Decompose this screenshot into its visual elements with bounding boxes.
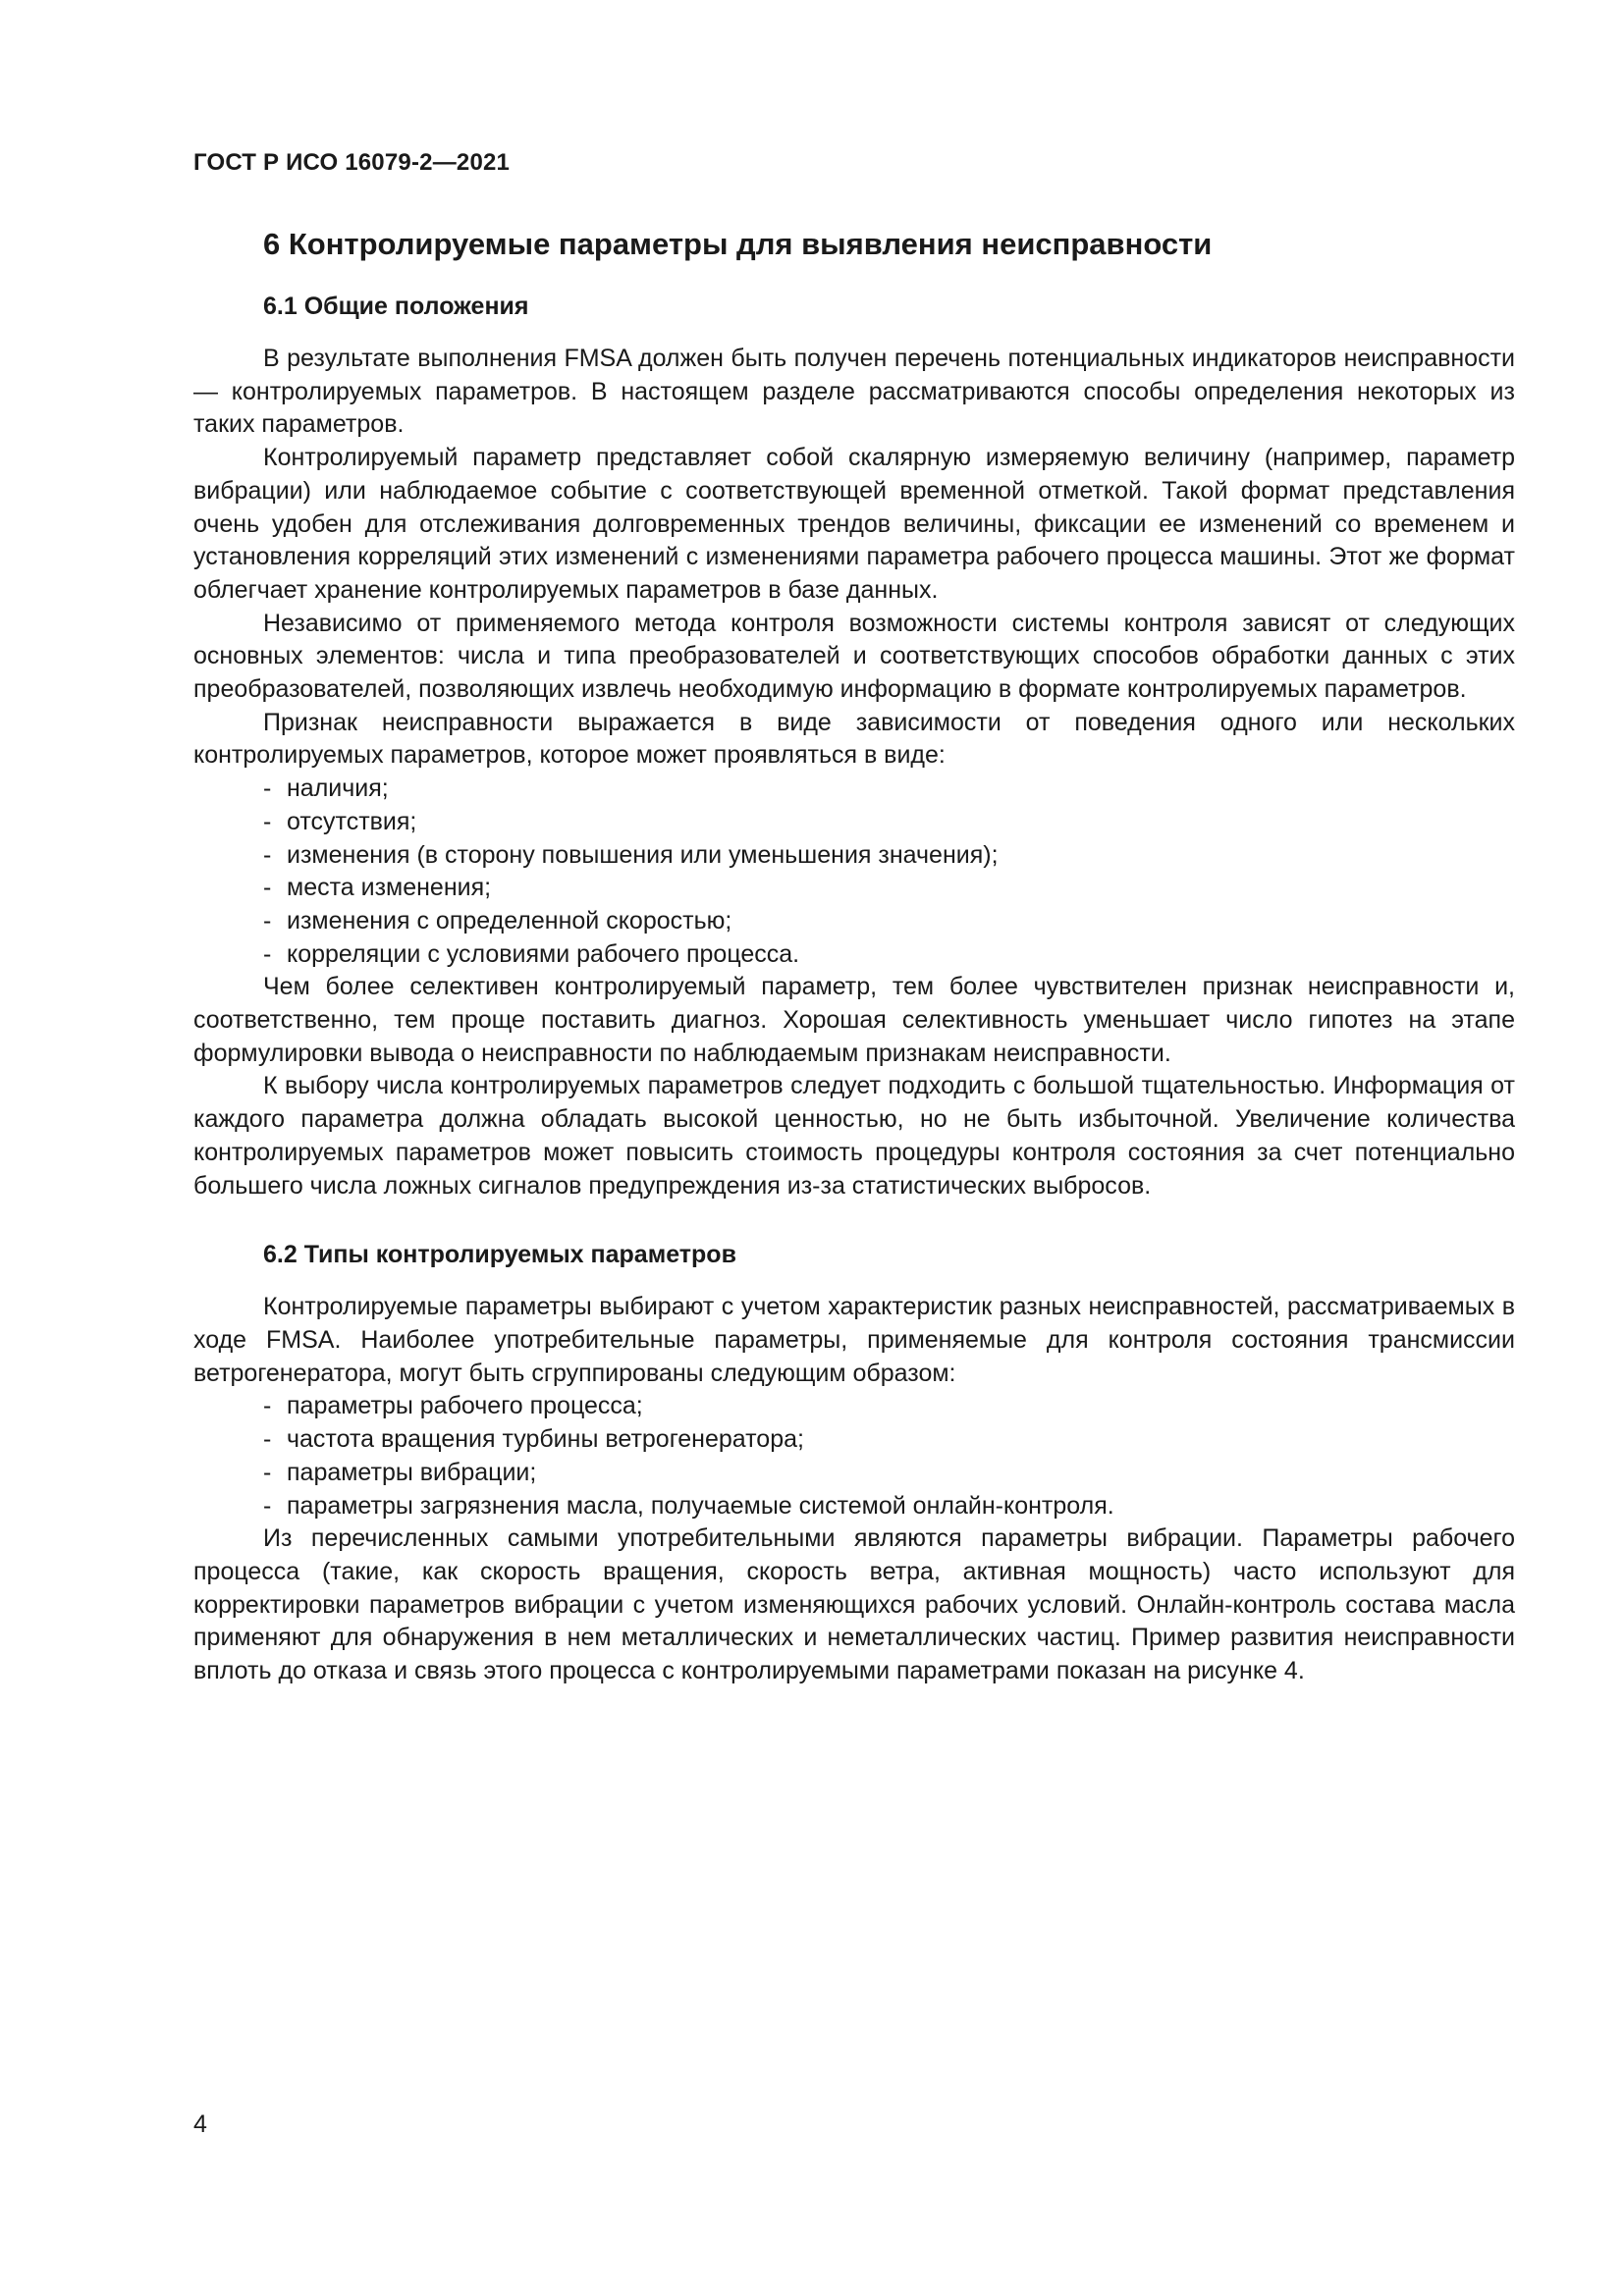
subsection-title-6-2: 6.2 Типы контролируемых параметров <box>263 1241 736 1269</box>
paragraph-6-1-3: Независимо от применяемого метода контроля возможности системы контроля зависят от следующих основных элементов: числа и типа преобразователей и соответствующих способов обработки данных с этих преобразователей, позволяющих извлечь необходимую информацию в формате контролируемых параметров. <box>193 609 1515 704</box>
list-dash: - <box>263 1458 272 1486</box>
list-dash: - <box>263 774 272 803</box>
list-item: - параметры вибрации; <box>263 1457 1515 1490</box>
paragraph-6-1-1: В результате выполнения FMSA должен быть получен перечень потенциальных индикаторов неисправности — контролируемых параметров. В настоящем разделе рассматриваются способы определения некоторых из таких параметров. <box>193 345 1515 439</box>
list-item: - места изменения; <box>263 872 1515 905</box>
list-item: - изменения (в сторону повышения или уменьшения значения); <box>263 839 1515 873</box>
list-item: - корреляции с условиями рабочего процесса. <box>263 938 1515 972</box>
page-content <box>193 221 1515 1688</box>
list-dash: - <box>263 906 272 934</box>
list-item: - изменения с определенной скоростью; <box>263 905 1515 938</box>
paragraph-6-1-2: Контролируемый параметр представляет собой скалярную измеряемую величину (например, параметр вибрации) или наблюдаемое событие с соответствующей временной отметкой. Такой формат представления очень удобен для отслеживания долговременных трендов величины, фиксации ее изменений со временем и установления корреляций этих изменений с изменениями параметра рабочего процесса машины. Этот же формат облегчает хранение контролируемых параметров в базе данных. <box>193 444 1515 604</box>
subsection-title-6-1: 6.1 Общие положения <box>263 293 529 320</box>
list-dash: - <box>263 874 272 902</box>
parameter-group-list <box>193 1390 1515 1522</box>
document-header-code: ГОСТ Р ИСО 16079-2—2021 <box>193 149 511 176</box>
list-dash: - <box>263 939 272 968</box>
paragraph-6-1-4: Признак неисправности выражается в виде зависимости от поведения одного или нескольких контролируемых параметров, которое может проявляться в виде: <box>193 708 1515 770</box>
list-item: - отсутствия; <box>263 806 1515 839</box>
list-dash: - <box>263 807 272 835</box>
paragraph-6-2-1: Контролируемые параметры выбирают с учетом характеристик разных неисправностей, рассматриваемых в ходе FMSA. Наиболее употребительные параметры, применяемые для контроля состояния трансмиссии ветрогенератора, могут быть сгруппированы следующим образом: <box>193 1293 1515 1387</box>
paragraph-6-1-5: Чем более селективен контролируемый параметр, тем более чувствителен признак неисправности и, соответственно, тем проще поставить диагноз. Хорошая селективность уменьшает число гипотез на этапе формулировки вывода о неисправности по наблюдаемым признакам неисправности. <box>193 973 1515 1067</box>
section-title: 6 Контролируемые параметры для выявления неисправности <box>263 227 1213 261</box>
list-item: - параметры загрязнения масла, получаемые системой онлайн-контроля. <box>263 1490 1515 1523</box>
list-dash: - <box>263 1425 272 1454</box>
list-dash: - <box>263 1491 272 1520</box>
list-item: - наличия; <box>263 773 1515 806</box>
list-item: - частота вращения турбины ветрогенератора; <box>263 1423 1515 1457</box>
list-dash: - <box>263 1392 272 1420</box>
list-dash: - <box>263 840 272 869</box>
symptom-list <box>193 773 1515 971</box>
page-number: 4 <box>193 2110 207 2138</box>
list-item: - параметры рабочего процесса; <box>263 1390 1515 1423</box>
paragraph-6-1-6: К выбору числа контролируемых параметров следует подходить с большой тщательностью. Информация от каждого параметра должна обладать высокой ценностью, но не быть избыточной. Увеличение количества контролируемых параметров может повысить стоимость процедуры контроля состояния за счет потенциально большего числа ложных сигналов предупреждения из-за статистических выбросов. <box>193 1072 1515 1200</box>
paragraph-6-2-2: Из перечисленных самыми употребительными являются параметры вибрации. Параметры рабочего процесса (такие, как скорость вращения, скорость ветра, активная мощность) часто используют для корректировки параметров вибрации с учетом изменяющихся рабочих условий. Онлайн-контроль состава масла применяют для обнаружения в нем металлических и неметаллических частиц. Пример развития неисправности вплоть до отказа и связь этого процесса с контролируемыми параметрами показан на рисунке 4. <box>193 1524 1515 1685</box>
